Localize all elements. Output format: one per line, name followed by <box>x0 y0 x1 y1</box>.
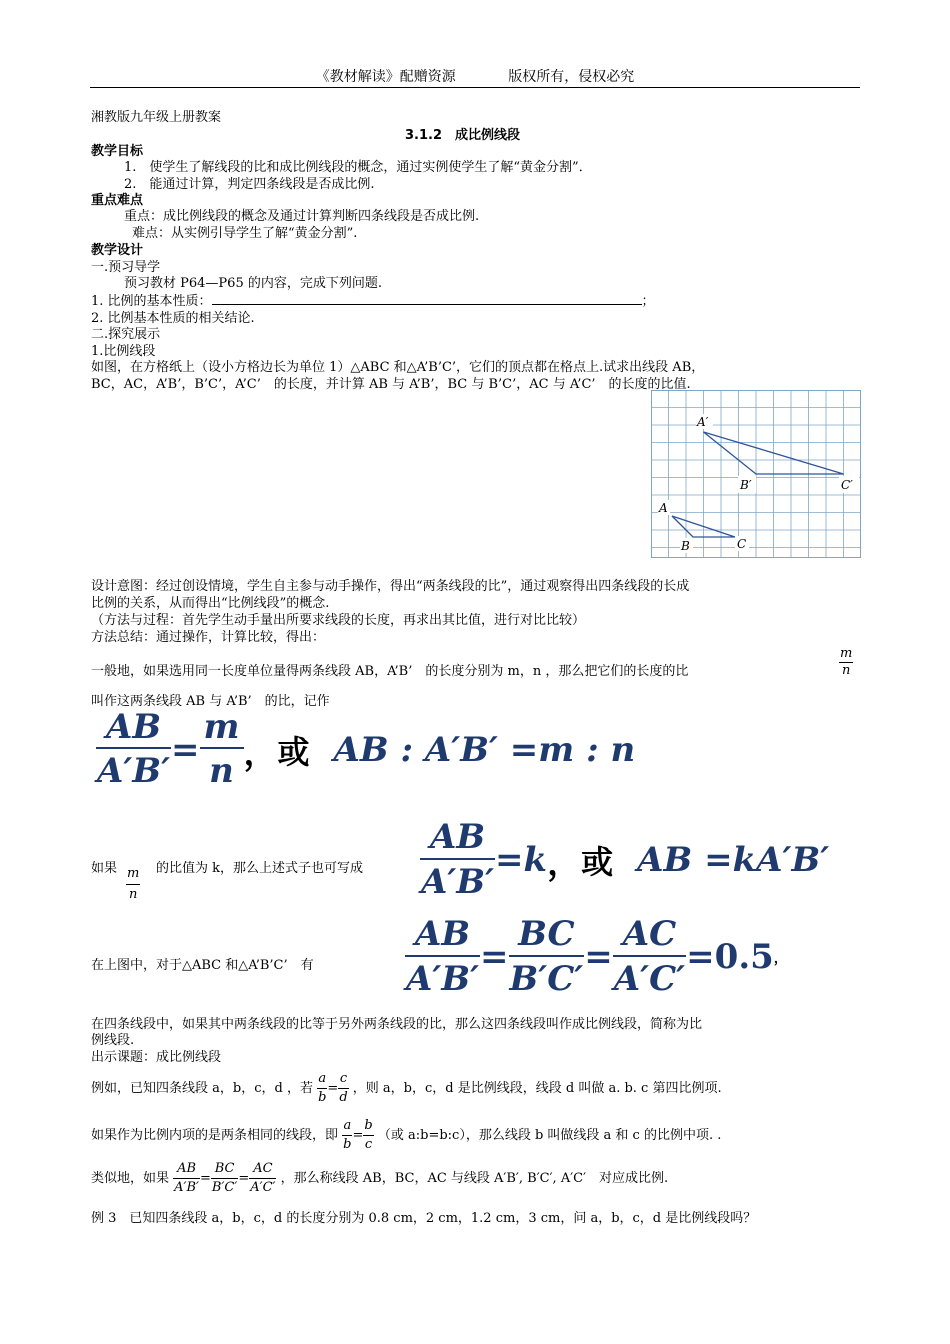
similar-pre: 类似地，如果 <box>91 1171 170 1186</box>
denominator: b <box>318 1090 327 1105</box>
key-heading: 重点难点 <box>91 193 144 208</box>
numerator: b <box>363 1117 373 1136</box>
fraction-ab-3 <box>405 913 480 1001</box>
topic-line: 出示课题：成比例线段 <box>91 1050 222 1065</box>
numerator: AB <box>405 913 480 957</box>
example-pre: 例如，已知四条线段 a，b，c，d ，若 <box>91 1081 313 1096</box>
equals-sign: = <box>200 1171 211 1186</box>
numerator: AB <box>420 816 495 860</box>
fraction-ac <box>613 913 686 1001</box>
denominator: B′C′ <box>211 1180 238 1195</box>
intro-line-2: BC，AC，A’B’，B’C’，A’C’ 的长度，并计算 AB 与 A’B’，BC 与 B’C’，AC 与 A’C’ 的长度的比值. <box>91 377 691 392</box>
formula-k <box>420 816 829 904</box>
key-point: 重点：成比例线段的概念及通过计算判断四条线段是否成比例. <box>124 209 480 224</box>
equals-sign: = <box>584 937 613 977</box>
if-k-text-2: 的比值为 k，那么上述式子也可写成 <box>156 861 364 876</box>
mean-post: （或 a:b=b:c），那么线段 b 叫做线段 a 和 c 的比例中项. . <box>377 1128 722 1143</box>
k-symbol: k <box>523 840 548 880</box>
or-word: 或 <box>277 733 310 771</box>
part-1-heading: 一.预习导学 <box>91 260 161 275</box>
intro-line-1: 如图，在方格纸上（设小方格边长为单位 1）△ABC 和△A’B’C’，它们的顶点都在格点上.试求出线段 AB， <box>91 360 705 375</box>
mean-pre: 如果作为比例内项的是两条相同的线段，即 <box>91 1128 339 1143</box>
numerator: a <box>317 1070 327 1089</box>
comma: ， <box>243 733 278 774</box>
header-left: 《教材解读》配赠资源 <box>315 69 456 85</box>
mean-line <box>91 1117 721 1154</box>
example-line <box>91 1070 722 1107</box>
denominator: A′C′ <box>613 959 686 999</box>
denominator: c <box>364 1137 373 1152</box>
fraction-ab-2 <box>420 816 495 904</box>
denominator: A′B′ <box>406 959 480 999</box>
half-value: 0.5 <box>714 937 774 977</box>
equals-sign: = <box>480 937 509 977</box>
doc-label: 湘教版九年级上册教案 <box>91 110 222 125</box>
similar-post: ，那么称线段 AB，BC，AC 与线段 A′B′, B′C′, A′C′ 对应成比例. <box>280 1171 669 1186</box>
fraction-m-over-n-2 <box>126 864 140 905</box>
comma: ， <box>773 951 787 967</box>
numerator: AB <box>96 707 171 749</box>
numerator: AC <box>249 1160 276 1179</box>
equals-sign: = <box>171 730 200 770</box>
design-intent-2: 比例的关系，从而得出“比例线段”的概念. <box>91 596 330 611</box>
fraction-a-b-2 <box>342 1117 352 1154</box>
question-1-end: ； <box>641 294 655 309</box>
fraction-ac-small <box>249 1160 276 1197</box>
page-title: 3.1.2 成比例线段 <box>405 128 521 143</box>
goal-2: 2. 能通过计算，判定四条线段是否成比例. <box>124 177 375 192</box>
header-right: 版权所有，侵权必究 <box>508 69 635 85</box>
design-intent-1: 设计意图：经过创设情境，学生自主参与动手操作，得出“两条线段的比”，通过观察得出四条线段的长成 <box>91 579 690 594</box>
denominator: d <box>339 1090 348 1105</box>
k-expression: AB =kA′B′ <box>637 840 830 880</box>
preview-text: 预习教材 P64—P65 的内容，完成下列问题. <box>124 276 382 291</box>
example-post: ，则 a，b，c，d 是比例线段，线段 d 叫做 a. b. c 第四比例项. <box>352 1081 722 1096</box>
denominator: B′C′ <box>509 959 584 999</box>
fraction-bc-small <box>211 1160 238 1197</box>
equals-sign: = <box>327 1081 339 1096</box>
example-3: 例 3 已知四条线段 a，b，c，d 的长度分别为 0.8 cm，2 cm，1.2 cm，3 cm，问 a，b，c，d 是比例线段吗？ <box>91 1211 757 1226</box>
denominator: n <box>841 663 851 678</box>
fraction-mn <box>200 707 244 793</box>
comma: ， <box>547 843 582 884</box>
numerator: m <box>840 646 853 661</box>
denominator: A′B′ <box>97 751 171 791</box>
ratio-expression: AB : A′B′ =m : n <box>333 730 636 770</box>
general-statement: 一般地，如果选用同一长度单位量得两条线段 AB，A’B’ 的长度分别为 m，n ，那么把它们的长度的比 <box>91 664 689 679</box>
label-a: A <box>659 501 668 515</box>
in-above-text: 在上图中，对于△ABC 和△A’B’C’ 有 <box>91 958 314 973</box>
equals-sign: = <box>238 1171 250 1186</box>
question-1-text: 1. 比例的基本性质： <box>91 294 212 309</box>
design-heading: 教学设计 <box>91 243 144 258</box>
numerator: AC <box>613 913 686 957</box>
equals-sign: = <box>495 840 524 880</box>
numerator: a <box>342 1117 352 1136</box>
fraction-m-over-n <box>839 646 853 679</box>
method-note: （方法与过程：首先学生动手量出所要求线段的长度，再求出其比值，进行对比比较） <box>91 613 586 628</box>
denominator: n <box>209 751 234 791</box>
denominator: n <box>128 887 138 902</box>
grid-figure <box>651 390 861 558</box>
question-2: 2. 比例基本性质的相关结论. <box>91 311 255 326</box>
call-statement: 叫作这两条线段 AB 与 A’B’ 的比，记作 <box>91 694 330 709</box>
formula-ratio <box>96 707 635 793</box>
goals-heading: 教学目标 <box>91 144 144 159</box>
definition-line-1: 在四条线段中，如果其中两条线段的比等于另外两条线段的比，那么这四条线段叫作成比例线段，简称为比 <box>91 1017 703 1032</box>
fraction-ab <box>96 707 171 793</box>
equals-sign: = <box>352 1128 364 1143</box>
numerator: m <box>200 707 244 749</box>
fraction-a-b <box>317 1070 327 1107</box>
answer-blank <box>212 293 642 305</box>
fraction-b-c <box>363 1117 373 1154</box>
equals-sign: = <box>686 937 715 977</box>
header-divider <box>90 87 860 88</box>
formula-half <box>405 913 787 1001</box>
or-word-2: 或 <box>581 843 614 881</box>
method-summary: 方法总结：通过操作，计算比较，得出： <box>91 630 326 645</box>
fraction-c-d <box>338 1070 348 1107</box>
label-a-prime: A′ <box>697 415 709 429</box>
label-b-prime: B′ <box>740 478 752 492</box>
denominator: b <box>343 1137 352 1152</box>
fraction-bc <box>509 913 585 1001</box>
numerator: BC <box>211 1160 238 1179</box>
numerator: AB <box>173 1160 200 1179</box>
denominator: A′B′ <box>174 1180 200 1195</box>
numerator: m <box>126 864 140 885</box>
page-header <box>0 66 950 86</box>
numerator: c <box>338 1070 348 1089</box>
definition-line-2: 例线段. <box>91 1033 135 1048</box>
goal-1: 1. 使学生了解线段的比和成比例线段的概念，通过实例使学生了解“黄金分割”． <box>124 160 592 175</box>
label-c: C <box>737 537 747 551</box>
label-b: B <box>681 539 690 553</box>
label-c-prime: C′ <box>841 478 853 492</box>
part-2-heading: 二.探究展示 <box>91 327 161 342</box>
if-k-text: 如果 <box>91 861 118 876</box>
fraction-ab-small <box>173 1160 200 1197</box>
subheading-ratio-segments: 1.比例线段 <box>91 344 156 359</box>
denominator: A′B′ <box>421 862 495 902</box>
denominator: A′C′ <box>250 1180 276 1195</box>
similar-line <box>91 1160 668 1197</box>
numerator: BC <box>509 913 585 957</box>
difficult-point: 难点：从实例引导学生了解“黄金分割”. <box>132 226 358 241</box>
